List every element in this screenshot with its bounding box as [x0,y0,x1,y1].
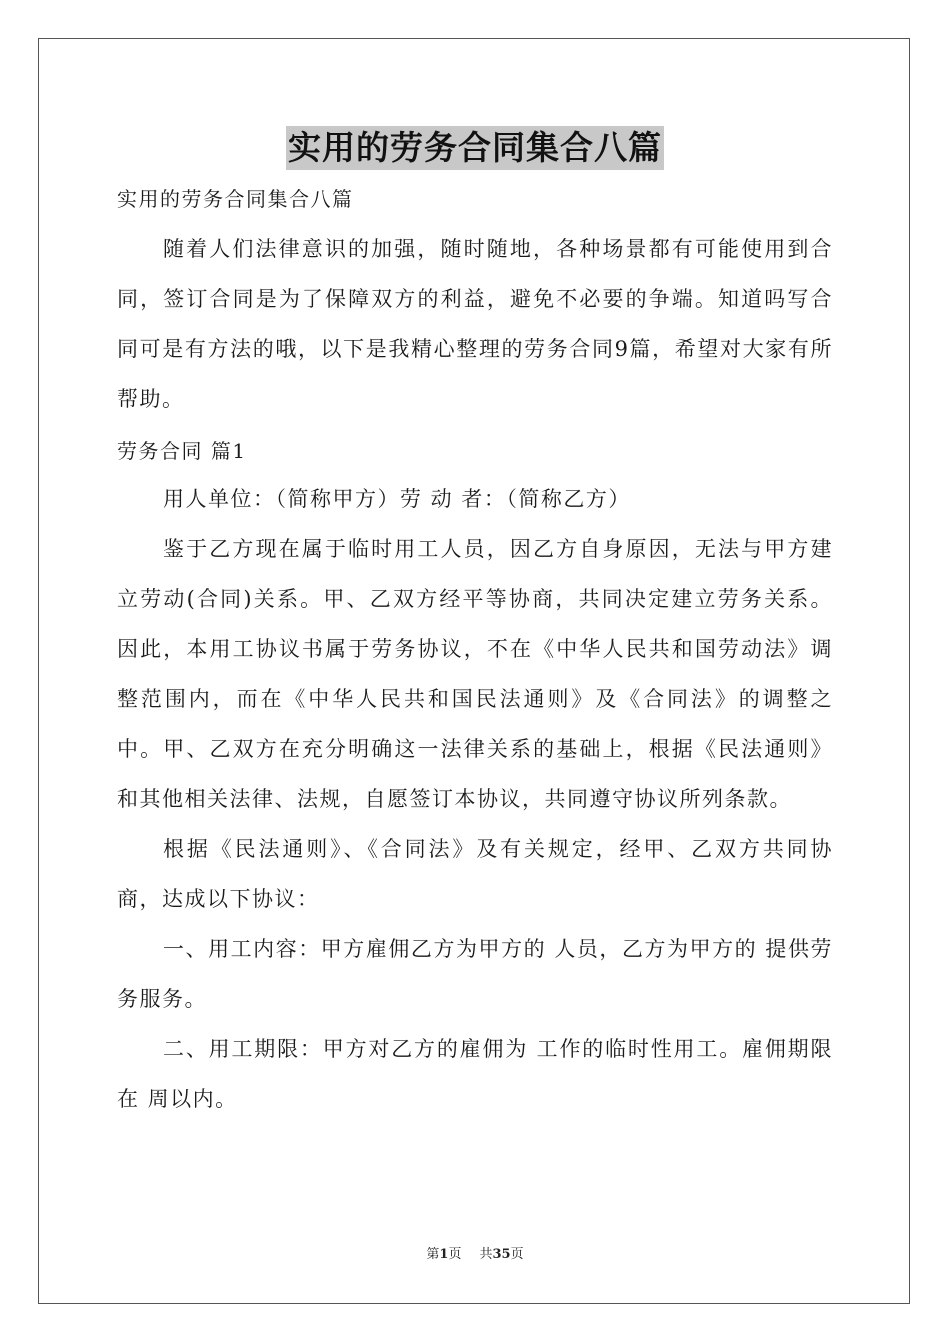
clause-2: 二、用工期限：甲方对乙方的雇佣为 工作的临时性用工。雇佣期限在 周以内。 [117,1037,833,1111]
parties-line: 用人单位：（简称甲方）劳 动 者：（简称乙方） [163,487,631,511]
document-subtitle: 实用的劳务合同集合八篇 [117,187,354,211]
total-suffix: 页 [510,1247,524,1262]
page-number: 1 [439,1247,449,1262]
intro-paragraph: 随着人们法律意识的加强，随时随地，各种场景都有可能使用到合同，签订合同是为了保障双方的利益，避免不必要的争端。知道吗写合同可是有方法的哦，以下是我精心整理的劳务合同9篇，希望对大家有所帮助。 [117,237,833,411]
contract-paragraph-2: 根据《民法通则》、《合同法》及有关规定，经甲、乙双方共同协商，达成以下协议： [117,837,833,911]
section-heading: 劳务合同 篇1 [117,439,247,463]
document-title: 实用的劳务合同集合八篇 [286,126,664,170]
clause-1: 一、用工内容：甲方雇佣乙方为甲方的 人员，乙方为甲方的 提供劳务服务。 [117,937,833,1011]
page-total: 35 [492,1247,511,1262]
page-footer [0,1246,950,1264]
document-body [117,178,833,1124]
page-suffix: 页 [448,1247,462,1262]
total-prefix: 共 [479,1247,493,1262]
contract-paragraph-1: 鉴于乙方现在属于临时用工人员，因乙方自身原因，无法与甲方建立劳动(合同)关系。甲、乙双方经平等协商，共同决定建立劳务关系。因此，本用工协议书属于劳务协议，不在《中华人民共和国劳动法》调整范围内，而在《中华人民共和国民法通则》及《合同法》的调整之中。甲、乙双方在充分明确这一法律关系的基础上，根据《民法通则》和其他相关法律、法规，自愿签订本协议，共同遵守协议所列条款。 [117,537,833,811]
page-prefix: 第 [426,1247,440,1262]
title-container [0,126,950,170]
